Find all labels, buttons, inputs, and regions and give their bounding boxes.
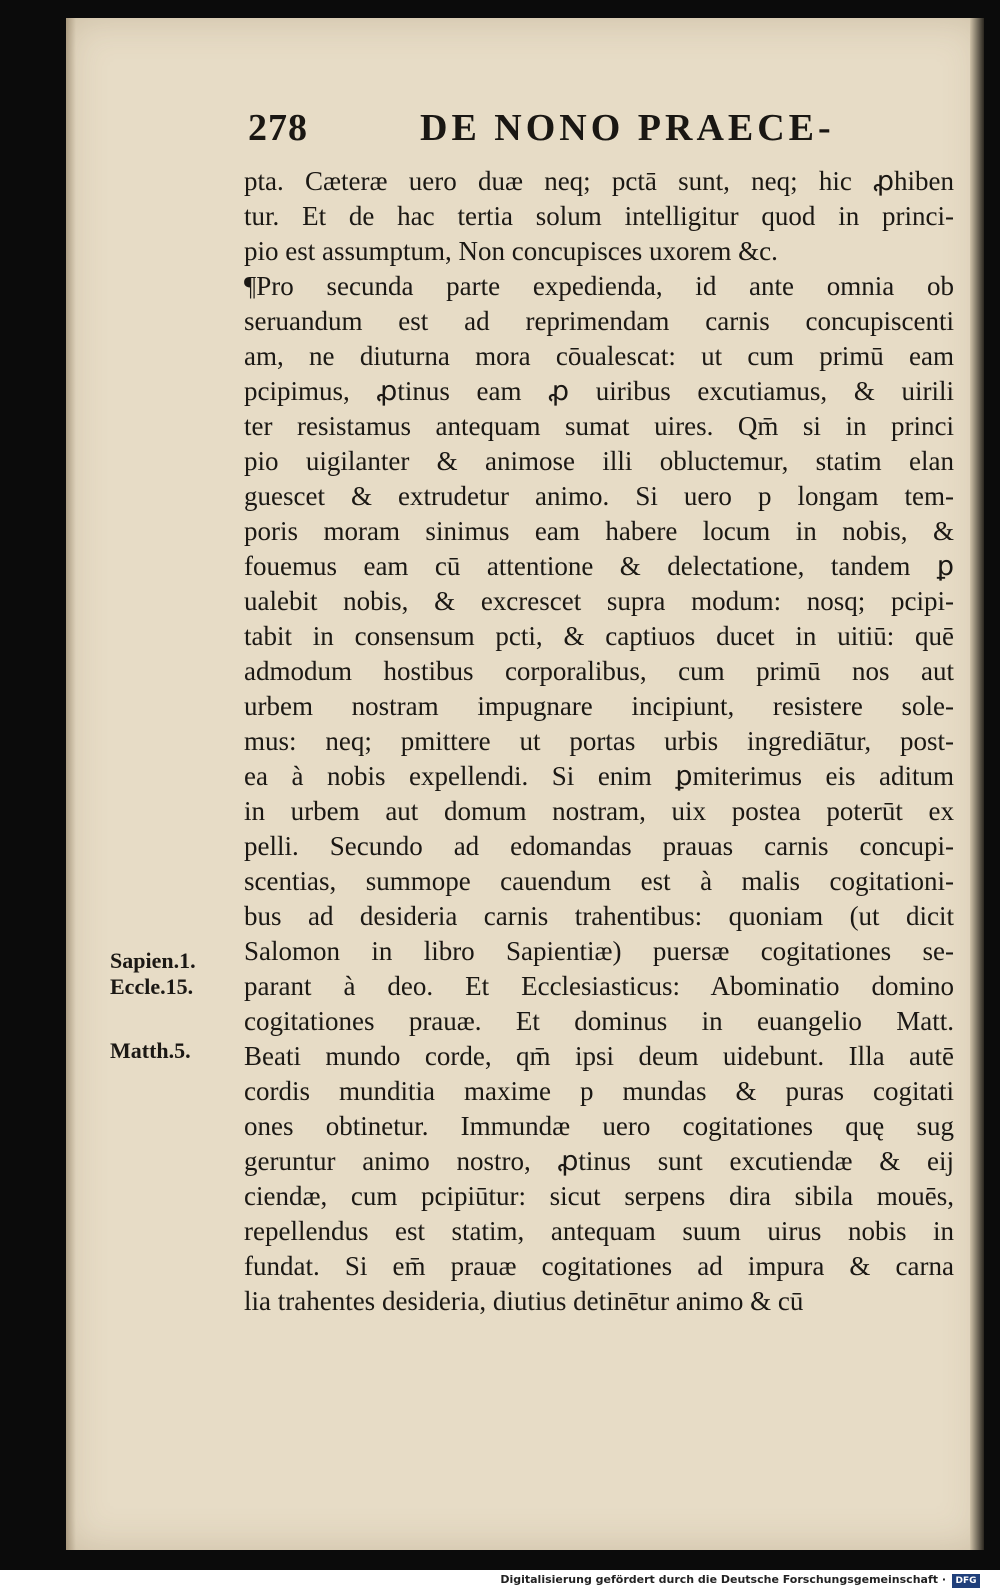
text-line: pelli. Secundo ad edomandas prauas carnis concupi-	[244, 831, 954, 861]
text-line: seruandum est ad reprimendam carnis concupiscenti	[244, 306, 954, 336]
text-line: pio uigilanter & animose illi obluctemur, statim elan	[244, 446, 954, 476]
gutter-shadow	[66, 18, 76, 1550]
margin-note-sapien: Sapien.1.	[110, 948, 196, 973]
digitization-footer	[0, 1570, 1000, 1593]
text-line: scentias, summope cauendum est à malis cogitationi-	[244, 866, 954, 896]
text-line: repellendus est statim, antequam suum uirus nobis in	[244, 1216, 954, 1246]
margin-note-matth: Matth.5.	[110, 1038, 191, 1063]
running-head: DE NONO PRAECE-	[420, 107, 835, 149]
text-line: bus ad desideria carnis trahentibus: quoniam (ut dicit	[244, 901, 954, 931]
page-header	[248, 106, 918, 154]
text-line: urbem nostram impugnare incipiunt, resistere sole-	[244, 691, 954, 721]
text-line: ualebit nobis, & excrescet supra modum: nosq; pcipi-	[244, 586, 954, 616]
text-line: tabit in consensum pcti, & captiuos ducet in uitiū: quē	[244, 621, 954, 651]
text-line: geruntur animo nostro, ꝓtinus sunt excutiendæ & eij	[244, 1146, 954, 1176]
text-line: tur. Et de hac tertia solum intelligitur quod in princi-	[244, 201, 954, 231]
text-line: ¶Pro secunda parte expedienda, id ante omnia ob	[244, 271, 954, 301]
page-number: 278	[248, 107, 308, 149]
text-line: admodum hostibus corporalibus, cum primū nos aut	[244, 656, 954, 686]
text-line: poris moram sinimus eam habere locum in nobis, &	[244, 516, 954, 546]
text-line: ter resistamus antequam sumat uires. Qm̄ si in princi	[244, 411, 954, 441]
text-line: in urbem aut domum nostram, uix postea poterūt ex	[244, 796, 954, 826]
text-line: mus: neq; pmittere ut portas urbis ingrediātur, post-	[244, 726, 954, 756]
text-line: lia trahentes desideria, diutius detinētur animo & cū	[244, 1286, 804, 1316]
body-text	[244, 164, 954, 1319]
text-line: ones obtinetur. Immundæ uero cogitationes quę sug	[244, 1111, 954, 1141]
text-line: fouemus eam cū attentione & delectatione, tandem ꝑ	[244, 551, 954, 581]
text-line: pcipimus, ꝓtinus eam ꝓ uiribus excutiamus, & uirili	[244, 376, 954, 406]
text-line: fundat. Si em̄ prauæ cogitationes ad impura & carna	[244, 1251, 954, 1281]
text-line: ea à nobis expellendi. Si enim ꝑmiterimus eis aditum	[244, 761, 954, 791]
text-line: parant à deo. Et Ecclesiasticus: Abominatio domino	[244, 971, 954, 1001]
text-line: pta. Cæteræ uero duæ neq; pctā sunt, neq; hic ꝓhiben	[244, 166, 954, 196]
dfg-logo: DFG	[952, 1574, 980, 1588]
book-page	[66, 18, 984, 1550]
margin-note-eccle: Eccle.15.	[110, 974, 194, 999]
text-line: guescet & extrudetur animo. Si uero p longam tem-	[244, 481, 954, 511]
text-line: Beati mundo corde, qm̄ ipsi deum uidebunt. Illa autē	[244, 1041, 954, 1071]
footer-credit: Digitalisierung gefördert durch die Deutsche Forschungsgemeinschaft ·	[500, 1573, 946, 1586]
text-line: am, ne diuturna mora cōualescat: ut cum primū eam	[244, 341, 954, 371]
page-edge	[970, 18, 984, 1550]
text-line: ciendæ, cum pcipiūtur: sicut serpens dira sibila mouēs,	[244, 1181, 954, 1211]
text-line: cordis munditia maxime p mundas & puras cogitati	[244, 1076, 954, 1106]
text-line: cogitationes prauæ. Et dominus in euangelio Matt.	[244, 1006, 954, 1036]
text-line: Salomon in libro Sapientiæ) puersæ cogitationes se-	[244, 936, 954, 966]
text-line: pio est assumptum, Non concupisces uxorem &c.	[244, 236, 778, 266]
